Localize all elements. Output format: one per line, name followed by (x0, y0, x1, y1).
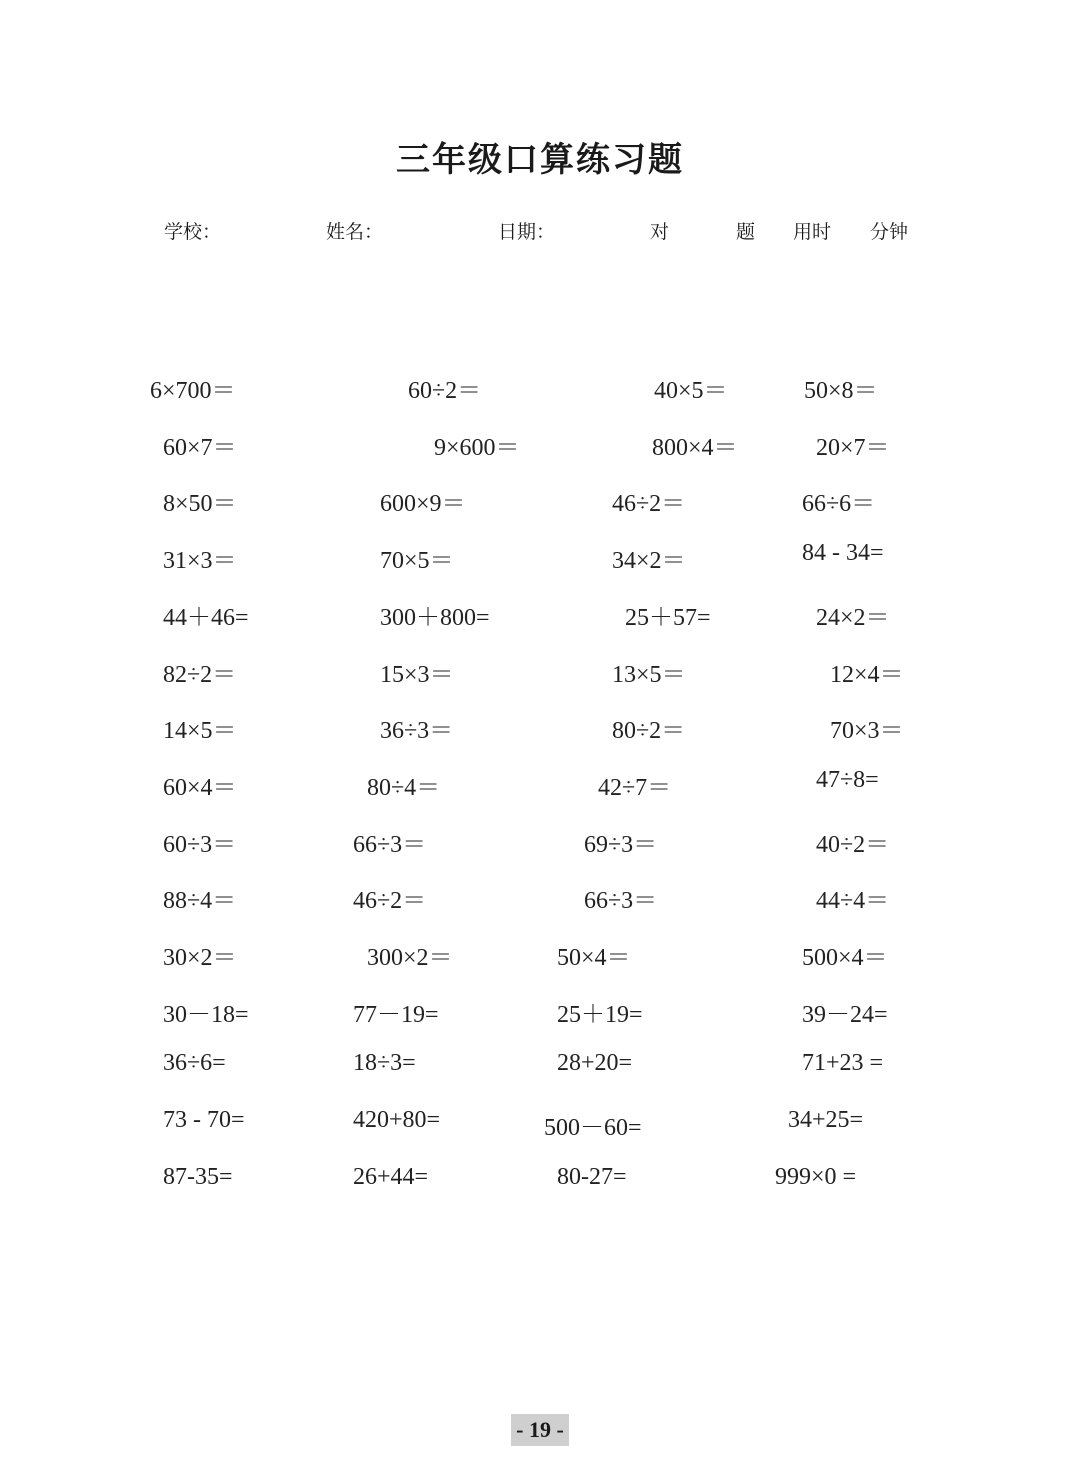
page-number: - 19 - (511, 1414, 569, 1446)
problem-r8-c4: 47÷8= (816, 767, 879, 793)
questions-label: 题 (736, 221, 756, 243)
problem-r14-c3: 500－60= (544, 1115, 642, 1141)
problem-r7-c3: 80÷2＝ (612, 718, 686, 744)
problem-r4-c2: 70×5＝ (380, 548, 454, 574)
problem-r4-c4: 84 - 34= (802, 540, 884, 566)
problem-r2-c1: 60×7＝ (163, 435, 237, 461)
problem-r8-c3: 42÷7＝ (598, 775, 672, 801)
problem-r3-c4: 66÷6＝ (802, 491, 876, 517)
problem-r8-c1: 60×4＝ (163, 775, 237, 801)
problem-r4-c3: 34×2＝ (612, 548, 686, 574)
problem-r12-c2: 77－19= (353, 1002, 439, 1028)
name-label: 姓名： (326, 221, 384, 243)
problem-r2-c3: 800×4＝ (652, 435, 738, 461)
problem-r5-c2: 300＋800= (380, 605, 490, 631)
page-title: 三年级口算练习题 (396, 140, 684, 180)
problem-r13-c4: 71+23 = (802, 1050, 884, 1076)
problem-r10-c1: 88÷4＝ (163, 888, 237, 914)
date-label: 日期： (498, 221, 556, 243)
problem-r9-c4: 40÷2＝ (816, 832, 890, 858)
problem-r11-c1: 30×2＝ (163, 945, 237, 971)
problem-r13-c2: 18÷3= (353, 1050, 416, 1076)
problem-r11-c3: 50×4＝ (557, 945, 631, 971)
problem-r6-c4: 12×4＝ (830, 662, 904, 688)
problem-r7-c4: 70×3＝ (830, 718, 904, 744)
problem-r8-c2: 80÷4＝ (367, 775, 441, 801)
problem-r9-c3: 69÷3＝ (584, 832, 658, 858)
problem-r5-c3: 25＋57= (625, 605, 711, 631)
problem-r15-c3: 80-27= (557, 1164, 627, 1190)
problem-r1-c1: 6×700＝ (150, 378, 236, 404)
problem-r1-c3: 40×5＝ (654, 378, 728, 404)
problem-r7-c2: 36÷3＝ (380, 718, 454, 744)
problem-r6-c3: 13×5＝ (612, 662, 686, 688)
problem-r3-c1: 8×50＝ (163, 491, 237, 517)
problem-r14-c1: 73 - 70= (163, 1107, 245, 1133)
problem-r10-c4: 44÷4＝ (816, 888, 890, 914)
problem-r2-c2: 9×600＝ (434, 435, 520, 461)
problem-r15-c4: 999×0 = (775, 1164, 857, 1190)
time-used-label: 用时 (793, 221, 832, 243)
problem-r14-c4: 34+25= (788, 1107, 864, 1133)
school-label: 学校： (164, 221, 222, 243)
minutes-label: 分钟 (870, 221, 909, 243)
problem-r10-c2: 46÷2＝ (353, 888, 427, 914)
problem-r3-c2: 600×9＝ (380, 491, 466, 517)
problem-r11-c4: 500×4＝ (802, 945, 888, 971)
problem-r13-c1: 36÷6= (163, 1050, 226, 1076)
problem-r14-c2: 420+80= (353, 1107, 441, 1133)
problem-r7-c1: 14×5＝ (163, 718, 237, 744)
problem-r12-c1: 30－18= (163, 1002, 249, 1028)
problem-r12-c3: 25＋19= (557, 1002, 643, 1028)
problem-r1-c4: 50×8＝ (804, 378, 878, 404)
problem-r13-c3: 28+20= (557, 1050, 633, 1076)
correct-label: 对 (650, 221, 670, 243)
problem-r12-c4: 39－24= (802, 1002, 888, 1028)
problem-r2-c4: 20×7＝ (816, 435, 890, 461)
problem-r9-c2: 66÷3＝ (353, 832, 427, 858)
problem-r15-c2: 26+44= (353, 1164, 429, 1190)
problem-r3-c3: 46÷2＝ (612, 491, 686, 517)
problem-r9-c1: 60÷3＝ (163, 832, 237, 858)
problem-r6-c2: 15×3＝ (380, 662, 454, 688)
problem-r5-c4: 24×2＝ (816, 605, 890, 631)
problem-r10-c3: 66÷3＝ (584, 888, 658, 914)
problem-r6-c1: 82÷2＝ (163, 662, 237, 688)
problem-r15-c1: 87-35= (163, 1164, 233, 1190)
problem-r1-c2: 60÷2＝ (408, 378, 482, 404)
problem-r4-c1: 31×3＝ (163, 548, 237, 574)
problem-r5-c1: 44＋46= (163, 605, 249, 631)
problem-r11-c2: 300×2＝ (367, 945, 453, 971)
